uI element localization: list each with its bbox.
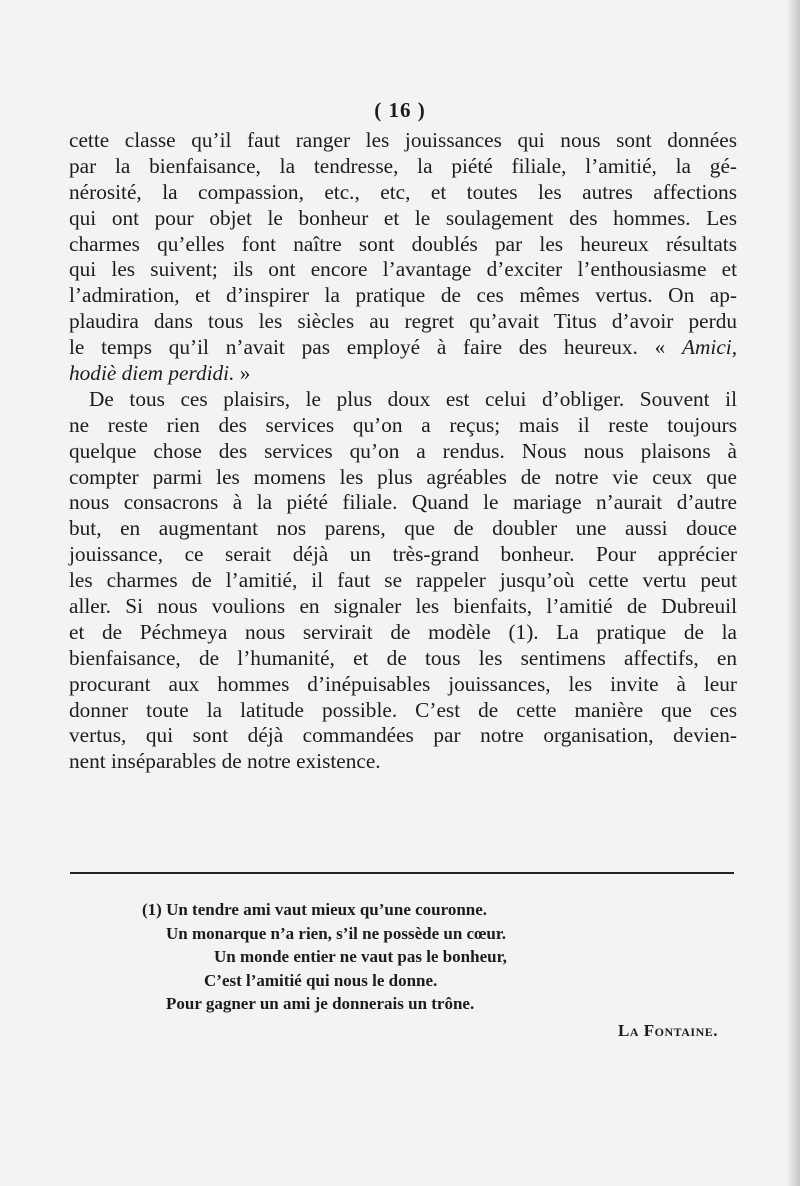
text-line-11: De tous ces plaisirs, le plus doux est celui d’obliger. Souvent il [89, 386, 737, 411]
text-line-15: nous consacrons à la piété filiale. Quand le mariage n’aurait d’autre [69, 490, 737, 515]
text-line-24: vertus, qui sont déjà commandées par notre organisation, devien- [69, 723, 737, 748]
text-line-5: charmes qu’elles font naître sont doublés par les heureux résultats [69, 231, 737, 256]
text-line-18: les charmes de l’amitié, il faut se rappeler jusqu’où cette vertu peut [69, 568, 737, 593]
text-line-16: but, en augmentant nos parens, que de doubler une aussi douce [69, 516, 737, 541]
footnote-line-3: Un monde entier ne vaut pas le bonheur, [214, 947, 507, 966]
footnote-author: La Fontaine. [618, 1021, 719, 1040]
text-line-20: et de Péchmeya nous servirait de modèle (1). La pratique de la [69, 619, 737, 644]
text-line-8: plaudira dans tous les siècles au regret qu’avait Titus d’avoir perdu [69, 309, 737, 334]
text-line-6: qui les suivent; ils ont encore l’avantage d’exciter l’enthousiasme et [69, 257, 737, 282]
text-line-9-roman: le temps qu’il n’avait pas employé à faire des heureux. « [69, 335, 666, 360]
main-text [69, 128, 737, 775]
text-line-4: qui ont pour objet le bonheur et le soulagement des hommes. Les [69, 205, 737, 230]
page-edge-shadow [786, 0, 800, 1186]
text-line-14: compter parmi les momens les plus agréables de notre vie ceux que [69, 464, 737, 489]
text-line-19: aller. Si nous voulions en signaler les bienfaits, l’amitié de Dubreuil [69, 594, 737, 619]
text-line-17: jouissance, ce serait déjà un très-grand bonheur. Pour apprécier [69, 542, 737, 567]
text-line-1: cette classe qu’il faut ranger les jouissances qui nous sont données [69, 128, 737, 152]
text-line-3: nérosité, la compassion, etc., etc, et toutes les autres affections [69, 179, 737, 204]
text-line-13: quelque chose des services qu’on a rendus. Nous nous plaisons à [69, 438, 737, 463]
footnote-line-5: Pour gagner un ami je donnerais un trône. [166, 994, 475, 1013]
text-line-2: par la bienfaisance, la tendresse, la piété filiale, l’amitié, la gé- [69, 153, 737, 178]
page-number: ( 16 ) [374, 98, 426, 122]
footnote-line-1: (1) Un tendre ami vaut mieux qu’une couronne. [142, 900, 488, 919]
text-line-7: l’admiration, et d’inspirer la pratique de ces mêmes vertus. On ap- [69, 283, 737, 308]
footnote-line-4: C’est l’amitié qui nous le donne. [204, 970, 438, 990]
text-line-10 [69, 361, 737, 387]
quote-close-mark: » [239, 361, 251, 386]
text-line-12: ne reste rien des services qu’on a reçus; mais il reste toujours [69, 412, 737, 437]
text-line-21: bienfaisance, de l’humanité, et de tous les sentimens affectifs, en [69, 645, 737, 670]
footnote-rule [70, 872, 734, 874]
footnote-line-2: Un monarque n’a rien, s’il ne possède un cœur. [166, 923, 507, 943]
latin-quote-part-2: hodiè diem perdidi. [69, 361, 235, 386]
text-line-9 [69, 335, 737, 361]
text-line-22: procurant aux hommes d’inépuisables jouissances, les invite à leur [69, 671, 737, 696]
latin-quote-part-1: Amici, [682, 335, 738, 360]
text-line-23: donner toute la latitude possible. C’est de cette manière que ces [69, 697, 737, 722]
text-line-25: nent inséparables de notre existence. [69, 749, 381, 774]
